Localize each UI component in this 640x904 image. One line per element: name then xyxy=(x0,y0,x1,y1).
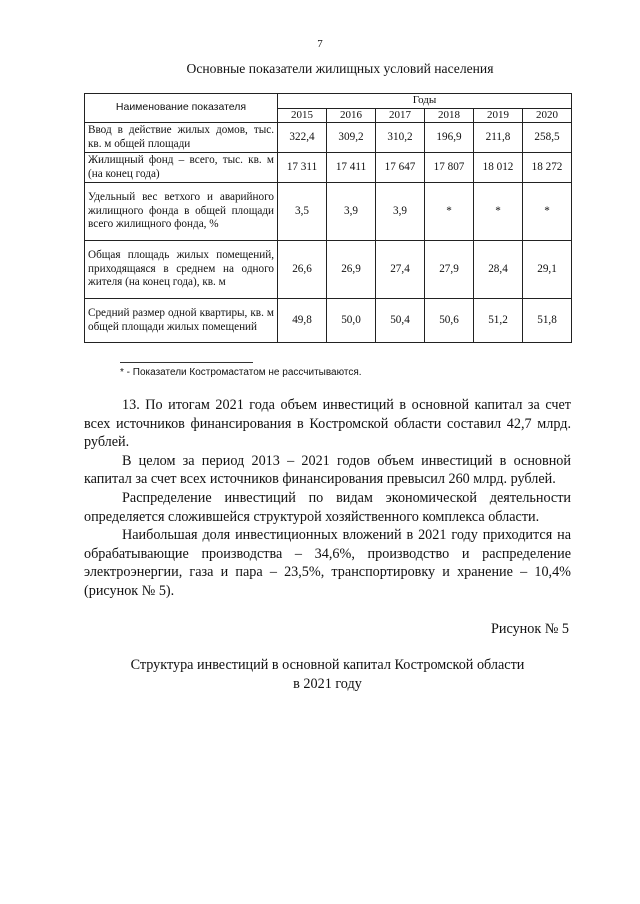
table-cell: 3,5 xyxy=(278,183,327,241)
paragraph: В целом за период 2013 – 2021 годов объем инвестиций в основной капитал за счет всех источников финансирования превысил 260 млрд. рублей. xyxy=(84,452,571,488)
housing-indicators-table xyxy=(84,93,572,343)
table-cell: * xyxy=(425,183,474,241)
page-number: 7 xyxy=(317,38,323,50)
figure-title-line: Структура инвестиций в основной капитал Костромской области xyxy=(130,657,525,673)
table-cell: 3,9 xyxy=(376,183,425,241)
table-cell: 322,4 xyxy=(278,123,327,153)
table-cell: 18 012 xyxy=(474,153,523,183)
figure-title-line: в 2021 году xyxy=(293,676,362,692)
table-cell: 51,2 xyxy=(474,299,523,343)
table-cell: 50,4 xyxy=(376,299,425,343)
table-cell: 17 647 xyxy=(376,153,425,183)
table-cell: 27,4 xyxy=(376,241,425,299)
indicator-name: Удельный вес ветхого и аварийного жилищного фонда в общей площади всего жилищного фонда, % xyxy=(85,183,278,241)
years-column-header: Годы xyxy=(278,94,572,109)
indicator-name: Средний размер одной квартиры, кв. м общей площади жилых помещений xyxy=(85,299,278,343)
table-cell: 258,5 xyxy=(523,123,572,153)
table-cell: 17 411 xyxy=(327,153,376,183)
table-cell: 26,6 xyxy=(278,241,327,299)
table-row xyxy=(85,153,572,183)
table-cell: 17 807 xyxy=(425,153,474,183)
figure-title xyxy=(84,656,571,694)
table-row xyxy=(85,123,572,153)
table-cell: * xyxy=(474,183,523,241)
footnote-separator xyxy=(120,362,253,363)
year-header: 2018 xyxy=(425,108,474,123)
table-cell: 3,9 xyxy=(327,183,376,241)
table-cell: 26,9 xyxy=(327,241,376,299)
table-cell: 28,4 xyxy=(474,241,523,299)
table-cell: 29,1 xyxy=(523,241,572,299)
body-text xyxy=(84,396,571,601)
table-cell: 50,6 xyxy=(425,299,474,343)
year-header: 2019 xyxy=(474,108,523,123)
table-title: Основные показатели жилищных условий населения xyxy=(186,61,494,76)
year-header: 2015 xyxy=(278,108,327,123)
table-cell: 18 272 xyxy=(523,153,572,183)
table-row xyxy=(85,183,572,241)
table-row xyxy=(85,241,572,299)
paragraph: 13. По итогам 2021 года объем инвестиций в основной капитал за счет всех источников финансирования в Костромской области составил 42,7 млрд. рублей. xyxy=(84,397,571,451)
table-cell: 27,9 xyxy=(425,241,474,299)
table-row xyxy=(85,299,572,343)
table-cell: 310,2 xyxy=(376,123,425,153)
indicator-name: Общая площадь жилых помещений, приходящаяся в среднем на одного жителя (на конец года), кв. м xyxy=(85,241,278,299)
paragraph: Распределение инвестиций по видам экономической деятельности определяется сложившейся структурой хозяйственного комплекса области. xyxy=(84,489,571,525)
name-column-header: Наименование показателя xyxy=(85,94,278,123)
figure-label: Рисунок № 5 xyxy=(491,621,569,637)
table-cell: 196,9 xyxy=(425,123,474,153)
footnote: * - Показатели Костромастатом не рассчитываются. xyxy=(120,367,362,378)
table-cell: * xyxy=(523,183,572,241)
table-cell: 309,2 xyxy=(327,123,376,153)
year-header: 2017 xyxy=(376,108,425,123)
table-cell: 211,8 xyxy=(474,123,523,153)
table-cell: 17 311 xyxy=(278,153,327,183)
table-cell: 51,8 xyxy=(523,299,572,343)
paragraph: Наибольшая доля инвестиционных вложений в 2021 году приходится на обрабатывающие производства – 34,6%, производство и распределение электроэнергии, газа и пара – 23,5%, транспортировку и хранение – 10,4% (рисунок № 5). xyxy=(84,527,571,599)
indicator-name: Жилищный фонд – всего, тыс. кв. м (на конец года) xyxy=(85,153,278,183)
indicator-name: Ввод в действие жилых домов, тыс. кв. м общей площади xyxy=(85,123,278,153)
year-header: 2016 xyxy=(327,108,376,123)
year-header: 2020 xyxy=(523,108,572,123)
table-cell: 49,8 xyxy=(278,299,327,343)
table-cell: 50,0 xyxy=(327,299,376,343)
